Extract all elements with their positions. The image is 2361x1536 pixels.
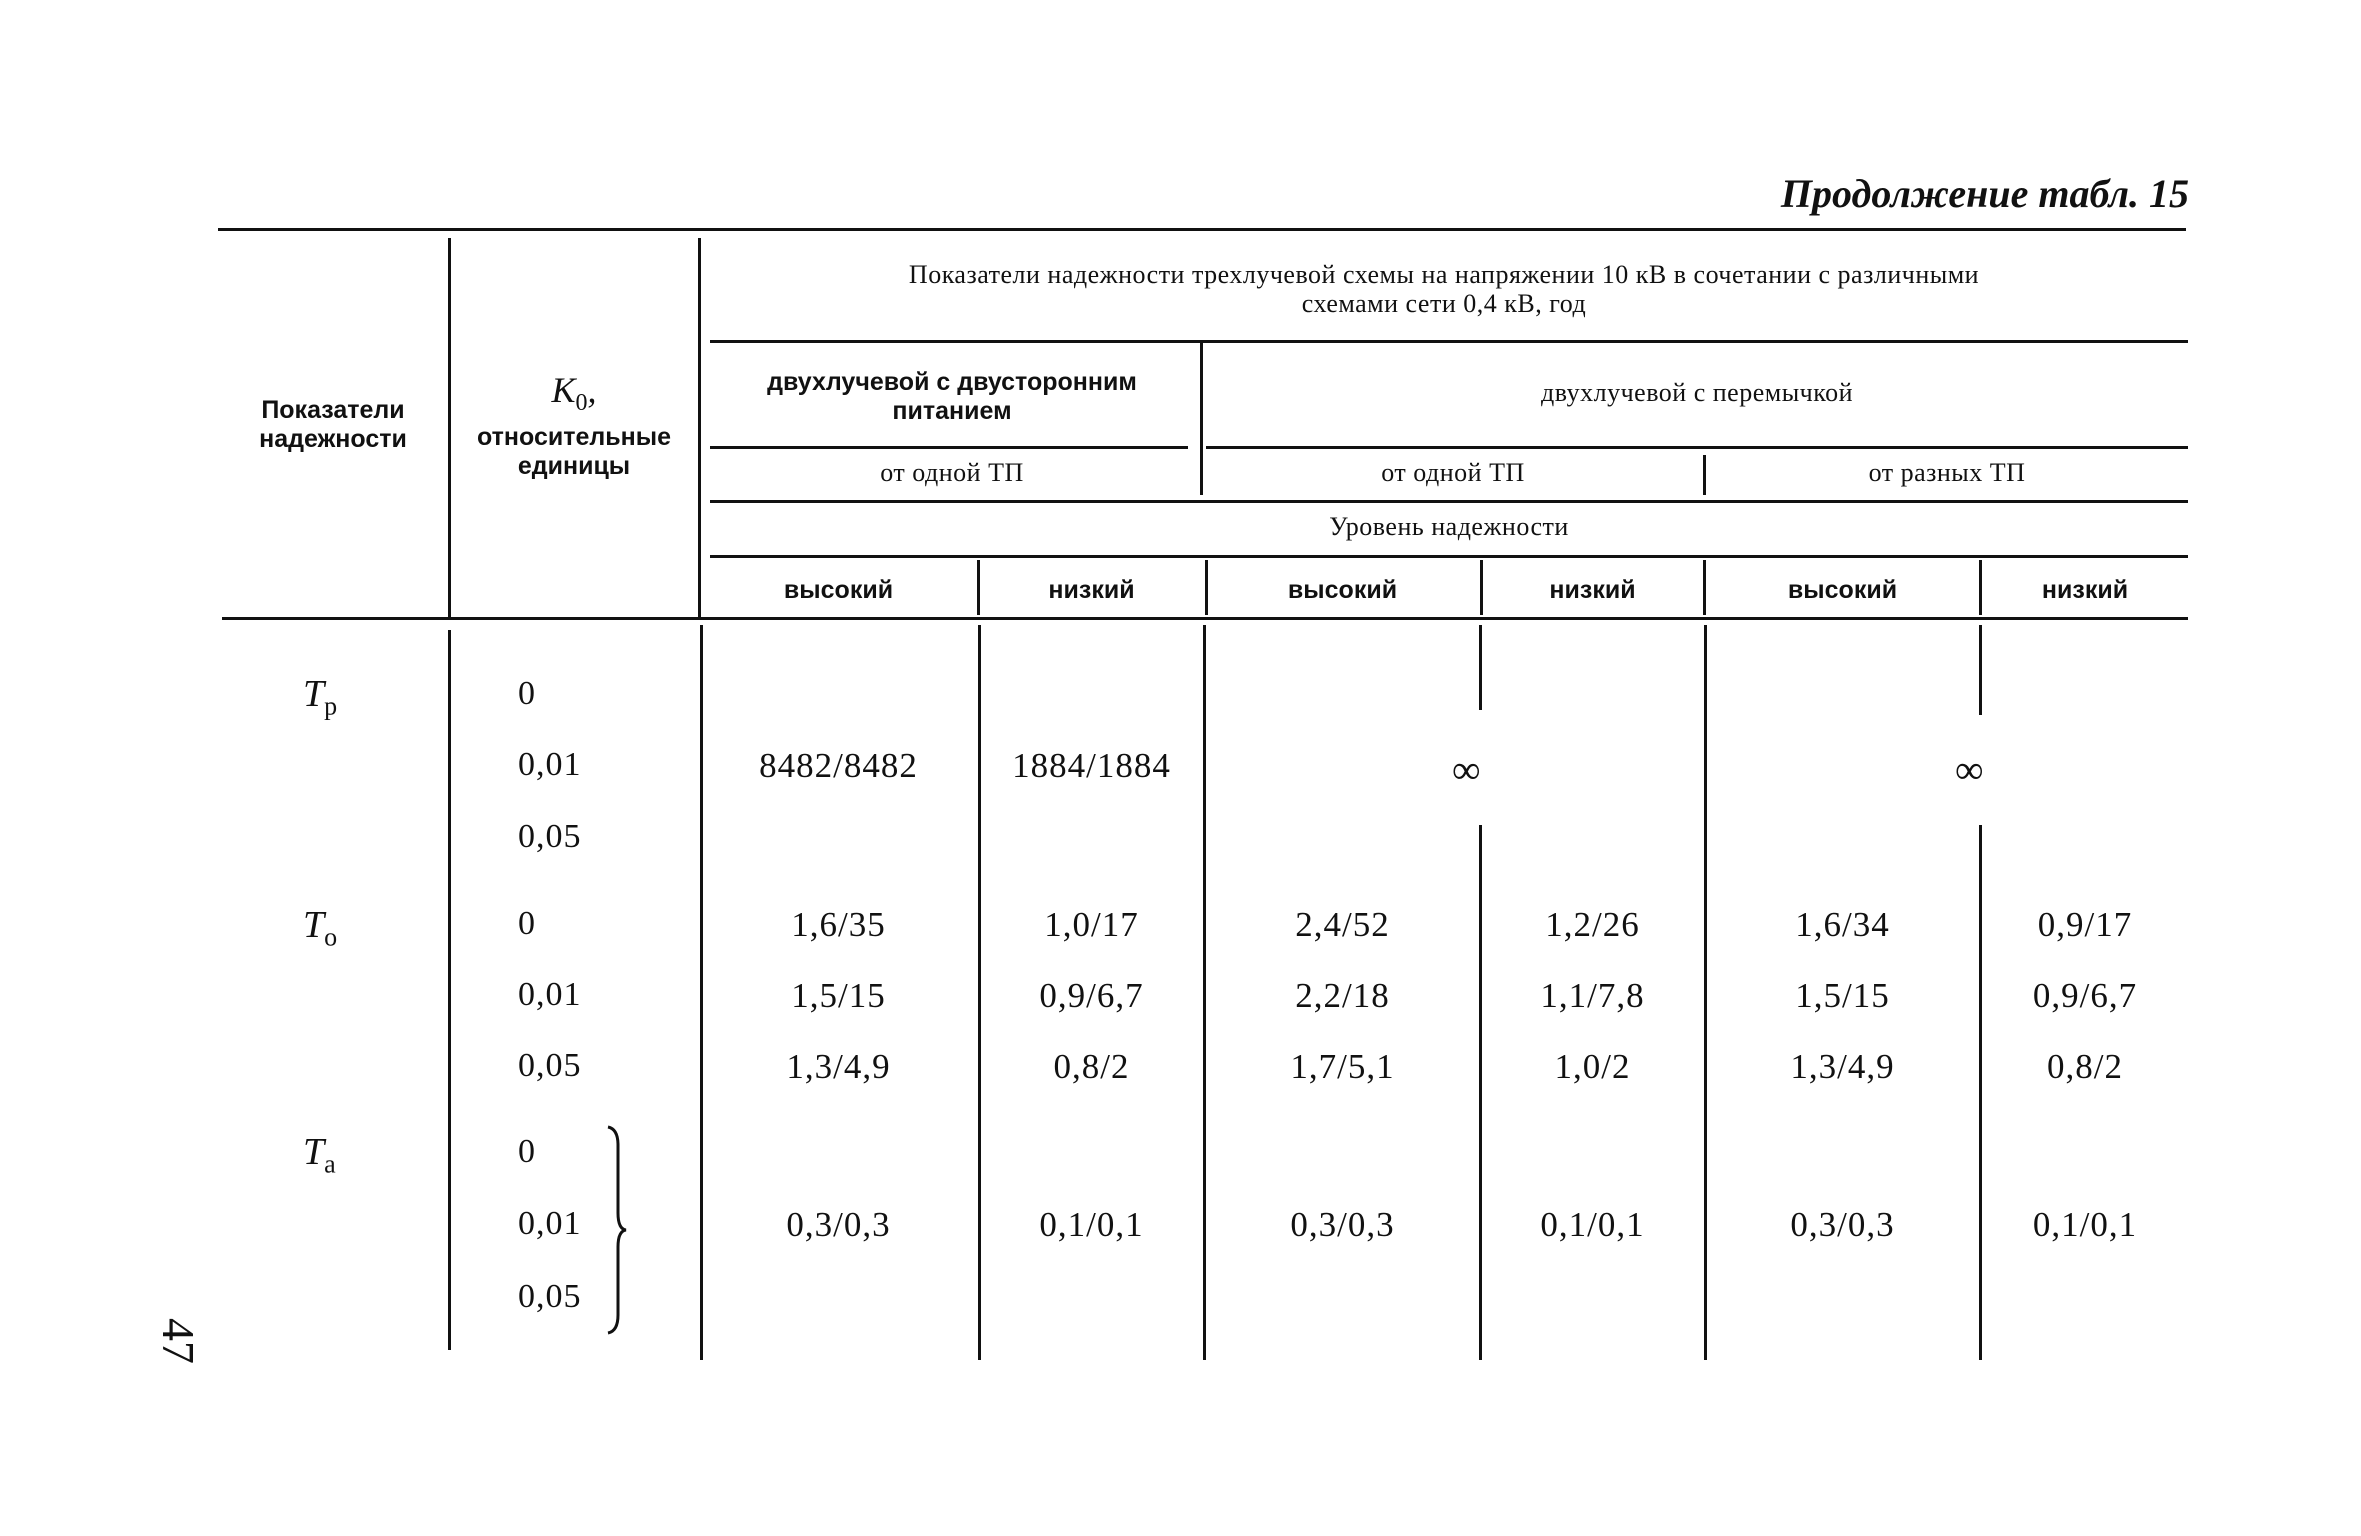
- vrule-sub-split: [1200, 342, 1203, 495]
- header-group-title: [700, 260, 2188, 318]
- cell-to-1-1: 0,9/6,7: [1039, 976, 1144, 1015]
- cell-to-1-4: 1,5/15: [1795, 976, 1890, 1015]
- cell-to-0-0: 1,6/35: [791, 905, 886, 944]
- row-label-ta-sub: а: [324, 1149, 336, 1179]
- row-label-ta: [303, 1130, 336, 1180]
- vrule-body-4a: [1479, 625, 1482, 710]
- row-label-to-letter: T: [303, 904, 325, 946]
- cell-tp-1: 8482/8482: [759, 746, 918, 785]
- header-k-letter: K: [551, 370, 576, 410]
- header-sub-a-line2: питанием: [892, 397, 1012, 425]
- cell-to-2-2: 1,7/5,1: [1290, 1047, 1395, 1086]
- header-from-b2: от разных ТП: [1868, 458, 2026, 487]
- header-k-sub: 0: [575, 390, 588, 417]
- cell-to-2-3: 1,0/2: [1554, 1047, 1631, 1086]
- cell-to-2-1: 0,8/2: [1053, 1047, 1130, 1086]
- vrule-body-6a: [1979, 625, 1982, 715]
- k-ta-2: 0,05: [518, 1278, 582, 1315]
- header-from-a: от одной ТП: [880, 458, 1024, 487]
- k-tp-0: 0: [518, 675, 536, 712]
- header-bottom-rule: [222, 617, 2188, 620]
- cell-to-2-5: 0,8/2: [2047, 1047, 2123, 1086]
- header-group-title-line1: Показатели надежности трехлучевой схемы на напряжении 10 кВ в сочетании с различными: [908, 260, 1980, 289]
- header-sub-a-line1: двухлучевой с двусторонним: [767, 368, 1137, 396]
- rule-sub-a: [710, 446, 1188, 449]
- header-level-3: высокий: [1287, 576, 1398, 604]
- cell-tp-inf-1: ∞: [1452, 747, 1481, 792]
- header-sub-a: [710, 368, 1194, 426]
- header-group-title-line2: схемами сети 0,4 кВ, год: [1301, 289, 1587, 318]
- rule-sub-b: [1206, 446, 2188, 449]
- row-label-to: [303, 903, 337, 953]
- vrule-body-k: [448, 630, 451, 1350]
- cell-to-0-1: 1,0/17: [1044, 905, 1139, 944]
- table-caption: Продолжение табл. 15: [1780, 171, 2189, 216]
- cell-ta-2: 0,3/0,3: [1290, 1205, 1395, 1244]
- header-level-2: низкий: [1048, 576, 1135, 604]
- header-k: [452, 370, 696, 481]
- cell-ta-0: 0,3/0,3: [786, 1205, 891, 1244]
- header-from-b1: от одной ТП: [1381, 458, 1525, 487]
- k-to-1: 0,01: [518, 976, 582, 1013]
- cell-to-2-0: 1,3/4,9: [786, 1047, 891, 1086]
- k-to-2: 0,05: [518, 1047, 582, 1084]
- header-indicator-line1: Показатели: [261, 396, 405, 424]
- header-level-1: высокий: [783, 576, 894, 604]
- cell-ta-4: 0,3/0,3: [1790, 1205, 1895, 1244]
- cell-to-0-5: 0,9/17: [2037, 905, 2133, 944]
- rule-level: [710, 555, 2188, 558]
- cell-to-1-3: 1,1/7,8: [1540, 976, 1645, 1015]
- k-tp-1: 0,01: [518, 746, 582, 783]
- k-to-0: 0: [518, 905, 536, 942]
- row-label-tp-sub: р: [324, 691, 338, 721]
- header-level-5: высокий: [1787, 576, 1898, 604]
- cell-to-1-2: 2,2/18: [1295, 976, 1390, 1015]
- cell-to-0-3: 1,2/26: [1545, 905, 1640, 944]
- k-tp-2: 0,05: [518, 818, 582, 855]
- header-level-6: низкий: [2041, 576, 2129, 604]
- cell-tp-2: 1884/1884: [1012, 746, 1171, 785]
- header-k-line2: относительные: [477, 423, 671, 452]
- page-number: 47: [153, 1318, 204, 1364]
- row-label-tp: [303, 672, 337, 722]
- vrule-k: [448, 238, 451, 618]
- header-indicator-line2: надежности: [259, 425, 407, 453]
- rule-group-title: [710, 340, 2188, 343]
- header-sub-b: двухлучевой с перемычкой: [1541, 378, 1853, 407]
- header-k-symbol: $K_0$,: [551, 370, 597, 417]
- rule-from: [710, 500, 2188, 503]
- cell-ta-3: 0,1/0,1: [1540, 1205, 1645, 1244]
- top-rule: [218, 228, 2186, 231]
- header-level-4: низкий: [1549, 576, 1636, 604]
- cell-ta-1: 0,1/0,1: [1039, 1205, 1144, 1244]
- row-label-tp-letter: T: [303, 673, 325, 715]
- k-ta-1: 0,01: [518, 1205, 582, 1242]
- cell-to-0-2: 2,4/52: [1295, 905, 1390, 944]
- cell-to-0-4: 1,6/34: [1795, 905, 1890, 944]
- cell-ta-5: 0,1/0,1: [2032, 1205, 2138, 1244]
- header-k-line3: единицы: [517, 452, 631, 481]
- cell-to-1-5: 0,9/6,7: [2032, 976, 2138, 1015]
- k-ta-0: 0: [518, 1133, 536, 1170]
- row-label-to-sub: о: [324, 922, 338, 952]
- header-level: Уровень надежности: [1329, 512, 1569, 541]
- header-indicator: [222, 396, 444, 454]
- cell-tp-inf-2: ∞: [1955, 747, 1984, 792]
- cell-to-1-0: 1,5/15: [791, 976, 886, 1015]
- cell-to-2-4: 1,3/4,9: [1790, 1047, 1895, 1086]
- brace-icon: [602, 1125, 632, 1335]
- row-label-ta-letter: T: [303, 1131, 325, 1173]
